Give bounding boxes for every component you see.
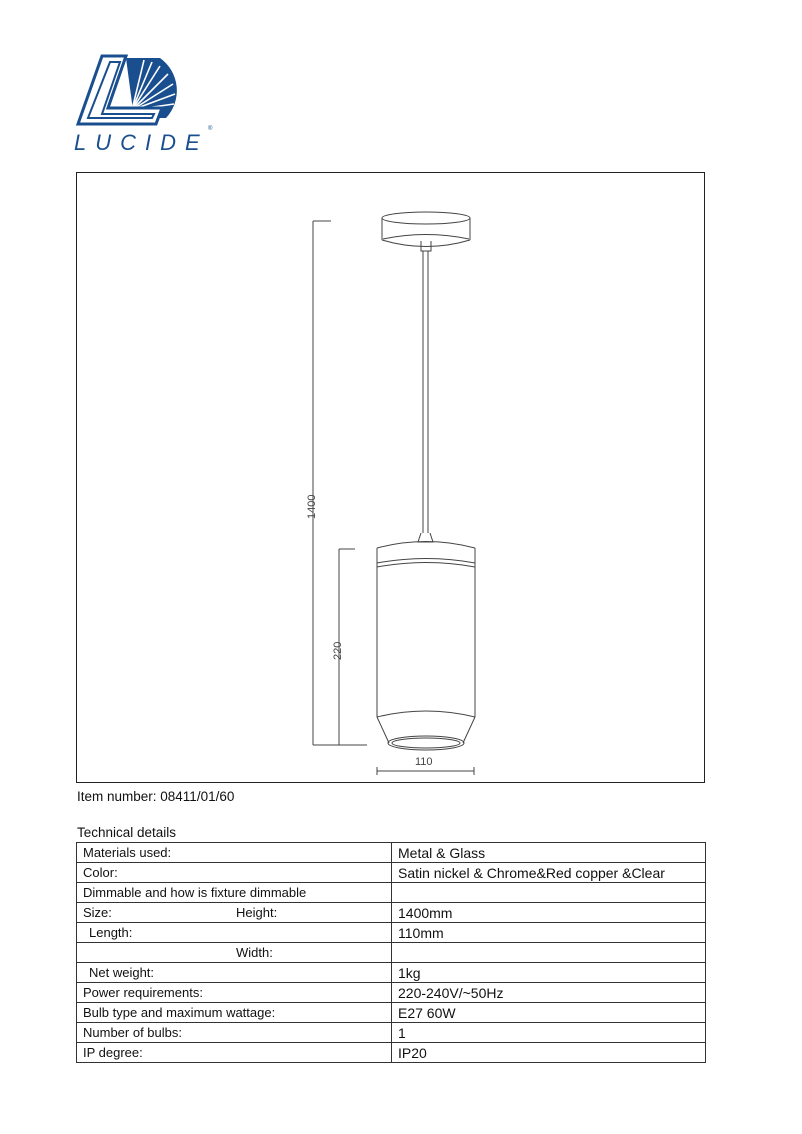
spec-label (77, 923, 392, 943)
brand-name: LUCIDE (74, 130, 209, 155)
spec-label-text: Materials used: (83, 844, 172, 860)
logo-mark-icon (74, 52, 224, 132)
spec-label-text: IP degree: (83, 1044, 143, 1060)
spec-label-text: Bulb type and maximum wattage: (83, 1004, 276, 1020)
item-number: Item number: 08411/01/60 (77, 789, 235, 804)
spec-label-text: Dimmable and how is fixture dimmable (83, 884, 307, 900)
spec-label (77, 963, 392, 983)
spec-label (77, 1003, 392, 1023)
table-row (77, 963, 706, 983)
spec-sublabel-text: Width: (236, 944, 273, 960)
technical-details-title: Technical details (77, 825, 177, 840)
spec-label (77, 903, 392, 923)
table-row (77, 943, 706, 963)
spec-label-text: Power requirements: (83, 984, 203, 1000)
spec-sublabel-text: Height: (236, 904, 278, 920)
spec-label-text: Size: (83, 904, 112, 920)
dimension-total-height: 1400 (306, 494, 318, 519)
spec-label-text: Net weight: (89, 964, 155, 980)
table-row (77, 1003, 706, 1023)
spec-label (77, 943, 392, 963)
table-row (77, 983, 706, 1003)
spec-value: Metal & Glass (392, 843, 706, 863)
table-row (77, 1043, 706, 1063)
spec-label (77, 863, 392, 883)
spec-label-text: Color: (83, 864, 118, 880)
spec-value: 1kg (392, 963, 706, 983)
spec-value: 1 (392, 1023, 706, 1043)
technical-details-table (76, 842, 706, 1063)
dimension-shade-width: 110 (415, 756, 433, 768)
spec-label-text: Number of bulbs: (83, 1024, 182, 1040)
spec-value: E27 60W (392, 1003, 706, 1023)
spec-label-text: Length: (89, 924, 133, 940)
spec-label (77, 843, 392, 863)
spec-value: 1400mm (392, 903, 706, 923)
spec-value (392, 883, 706, 903)
table-row (77, 883, 706, 903)
table-row (77, 843, 706, 863)
pendant-lamp-drawing (77, 173, 706, 784)
table-row (77, 903, 706, 923)
dimension-shade-height: 220 (332, 641, 344, 660)
spec-value: 110mm (392, 923, 706, 943)
spec-label (77, 1043, 392, 1063)
spec-value: IP20 (392, 1043, 706, 1063)
table-row (77, 923, 706, 943)
technical-drawing (76, 172, 705, 783)
table-row (77, 863, 706, 883)
spec-value (392, 943, 706, 963)
registered-mark: ® (208, 126, 213, 132)
spec-value: 220-240V/~50Hz (392, 983, 706, 1003)
spec-label (77, 1023, 392, 1043)
table-row (77, 1023, 706, 1043)
lucide-logo (74, 52, 224, 162)
spec-label (77, 983, 392, 1003)
spec-value: Satin nickel & Chrome&Red copper &Clear (392, 863, 706, 883)
spec-label (77, 883, 392, 903)
